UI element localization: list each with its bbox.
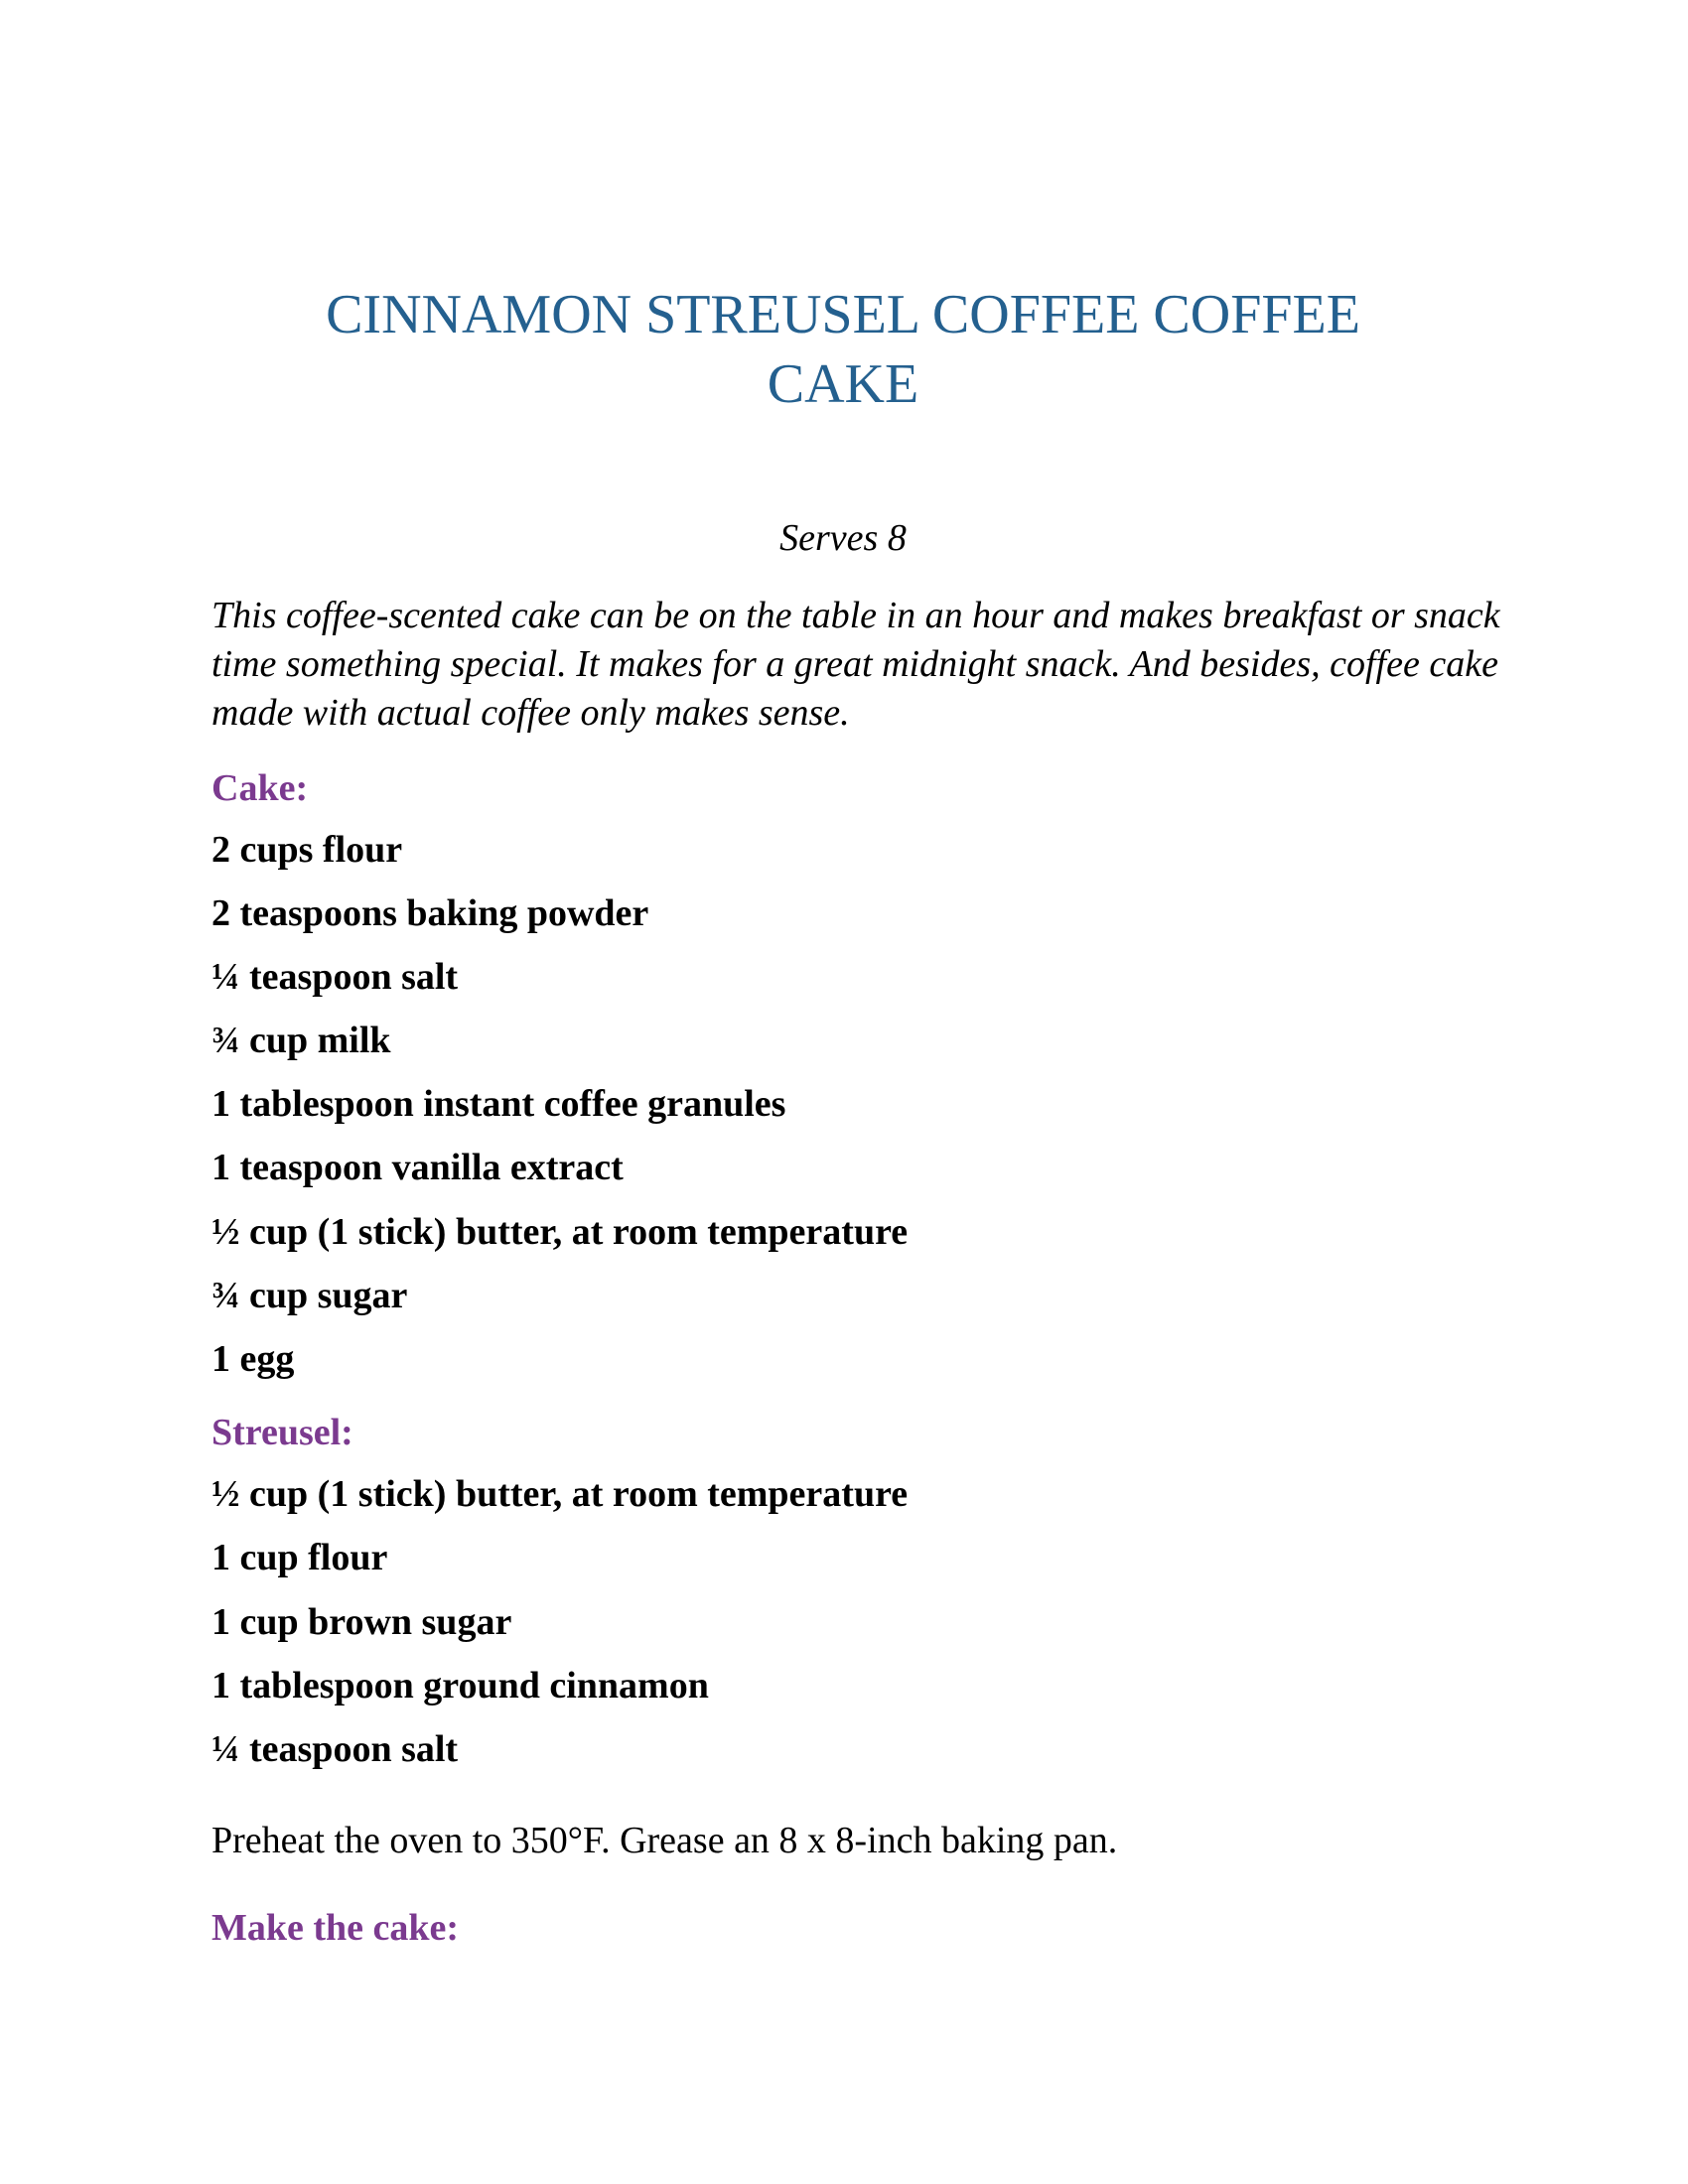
cake-heading: Cake: (211, 767, 309, 809)
serves-count: Serves 8 (779, 517, 907, 559)
cake-ingredient: 2 teaspoons baking powder (211, 892, 649, 934)
cake-ingredient: ¾ cup sugar (211, 1275, 408, 1316)
cake-ingredient: 1 tablespoon instant coffee granules (211, 1083, 786, 1125)
streusel-ingredient: ½ cup (1 stick) butter, at room temperature (211, 1473, 909, 1515)
cake-ingredient: 2 cups flour (211, 829, 403, 871)
streusel-ingredient: 1 tablespoon ground cinnamon (211, 1665, 709, 1706)
cake-ingredient: ¼ teaspoon salt (211, 956, 459, 998)
make-cake-heading: Make the cake: (211, 1907, 460, 1949)
preheat-instruction: Preheat the oven to 350°F. Grease an 8 x 8-inch baking pan. (211, 1820, 1118, 1861)
cake-ingredient: 1 egg (211, 1338, 295, 1380)
cake-ingredient: ½ cup (1 stick) butter, at room temperature (211, 1211, 909, 1253)
streusel-heading: Streusel: (211, 1412, 353, 1453)
streusel-ingredient: 1 cup flour (211, 1537, 388, 1578)
recipe-title-line-2: CAKE (767, 353, 919, 415)
streusel-ingredient: 1 cup brown sugar (211, 1601, 512, 1643)
streusel-ingredient: ¼ teaspoon salt (211, 1728, 459, 1770)
recipe-title-line-1: CINNAMON STREUSEL COFFEE COFFEE (326, 284, 1360, 345)
recipe-title (211, 280, 1475, 419)
cake-ingredient: ¾ cup milk (211, 1020, 391, 1061)
recipe-intro: This coffee-scented cake can be on the table in an hour and makes breakfast or snack time something special. It makes for a great midnight snack. And besides, coffee cake made with actual coffee only makes sense. (211, 595, 1500, 734)
cake-ingredient: 1 teaspoon vanilla extract (211, 1147, 624, 1188)
